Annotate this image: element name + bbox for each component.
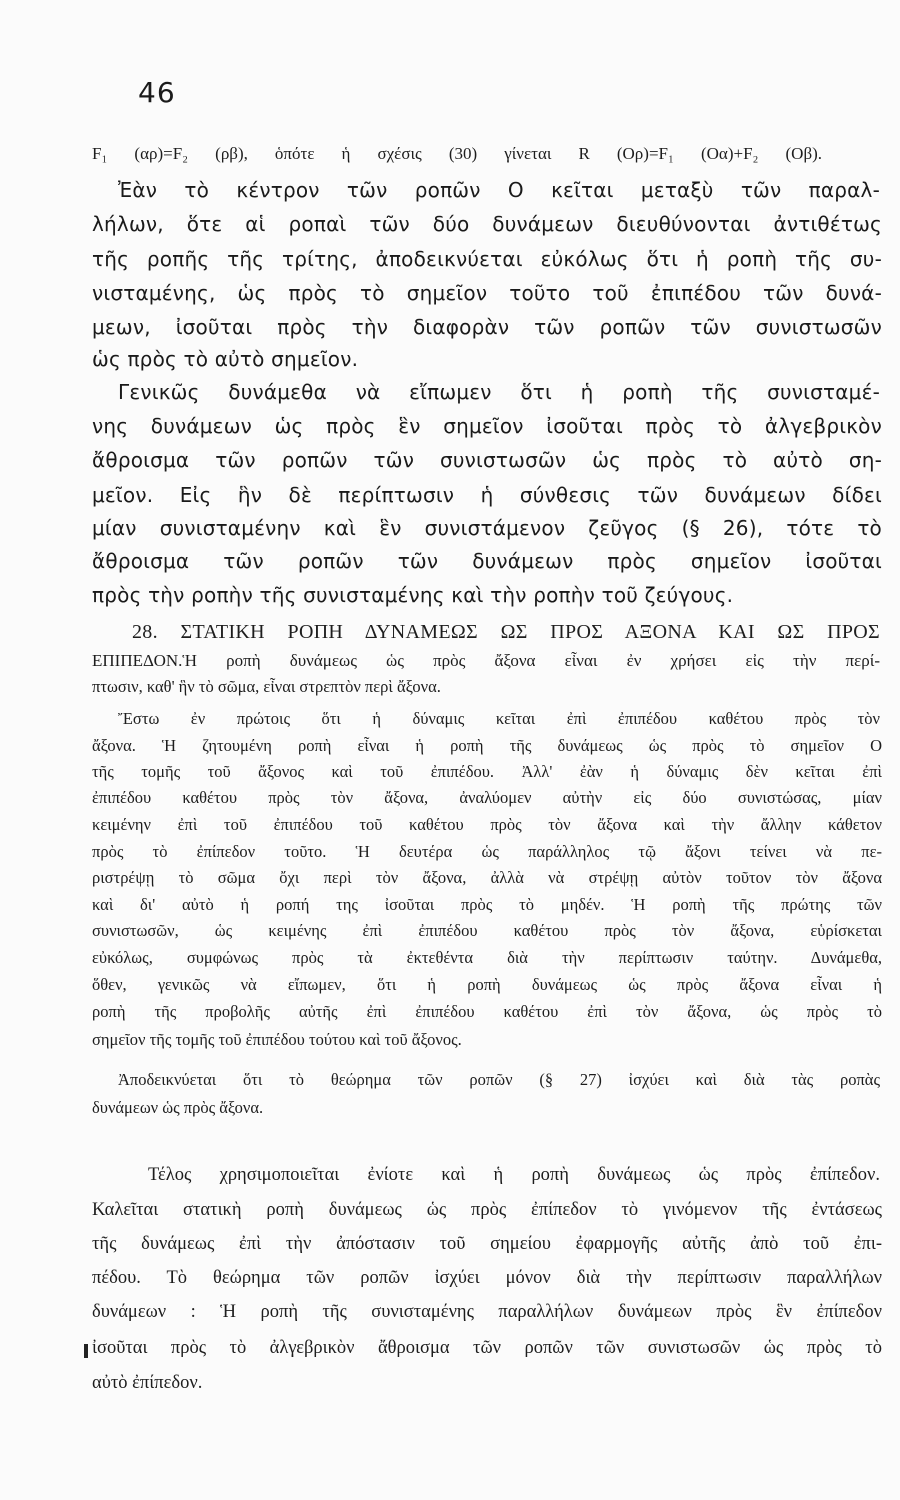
paragraph-2-line-3: ἄθροισμα τῶν ροπῶν τῶν συνιστωσῶν ὡς πρὸς τὸ αὐτὸ ση- [92, 448, 882, 472]
paragraph-5-line-7: αὐτὸ ἐπίπεδον. [92, 1373, 203, 1393]
paragraph-3-line-4: ἐπιπέδου καθέτου πρὸς τὸν ἄξονα, ἀναλύομεν αὐτὴν εἰς δύο συνιστώσας, μίαν [92, 788, 882, 807]
paragraph-3-line-7: ριστρέψῃ τὸ σῶμα ὄχι περὶ τὸν ἄξονα, ἀλλὰ νὰ στρέψῃ αὐτὸν τοῦτον τὸν ἄξονα [92, 868, 882, 887]
paragraph-2-line-6: ἄθροισμα τῶν ροπῶν τῶν δυνάμεων πρὸς σημεῖον ἰσοῦται [92, 549, 882, 573]
paragraph-2-line-1: Γενικῶς δυνάμεθα νὰ εἴπωμεν ὅτι ἡ ροπὴ τῆς συνισταμέ- [118, 380, 880, 404]
section-28-line-2: ΕΠΙΠΕΔΟΝ.Ἡ ροπὴ δυνάμεως ὡς πρὸς ἄξονα εἶναι ἐν χρήσει εἰς τὴν περί- [92, 651, 880, 670]
paragraph-5-line-4: πέδου. Τὸ θεώρημα τῶν ροπῶν ἰσχύει μόνον διὰ τὴν περίπτωσιν παραλλήλων [92, 1268, 882, 1288]
paragraph-1-line-4: νισταμένης, ὡς πρὸς τὸ σημεῖον τοῦτο τοῦ ἐπιπέδου τῶν δυνά- [92, 281, 882, 305]
ink-mark [84, 1344, 88, 1358]
paragraph-2-line-2: νης δυνάμεων ὡς πρὸς ἓν σημεῖον ἰσοῦται πρὸς τὸ ἀλγεβρικὸν [92, 414, 882, 438]
paragraph-3-line-13: σημεῖον τῆς τομῆς τοῦ ἐπιπέδου τούτου καὶ τοῦ ἄξονος. [92, 1030, 462, 1049]
paragraph-1-line-6: ὡς πρὸς τὸ αὐτὸ σημεῖον. [92, 347, 359, 371]
page-number: 46 [138, 76, 176, 109]
paragraph-3-line-8: καὶ δι' αὐτὸ ἡ ροπή της ἰσοῦται πρὸς τὸ μηδέν. Ἡ ροπὴ τῆς πρώτης τῶν [92, 895, 882, 914]
paragraph-2-line-4: μεῖον. Εἰς ἣν δὲ περίπτωσιν ἡ σύνθεσις τῶν δυνάμεων δίδει [92, 483, 882, 507]
section-28-heading: 28. ΣΤΑΤΙΚΗ ΡΟΠΗ ΔΥΝΑΜΕΩΣ ΩΣ ΠΡΟΣ ΑΞΟΝΑ ΚΑΙ ΩΣ ΠΡΟΣ [132, 621, 880, 643]
paragraph-5-line-1: Τέλος χρησιμοποιεῖται ἐνίοτε καὶ ἡ ροπὴ δυνάμεως ὡς πρὸς ἐπίπεδον. [148, 1165, 880, 1185]
paragraph-3-line-5: κειμένην ἐπὶ τοῦ ἐπιπέδου τοῦ καθέτου πρὸς τὸν ἄξονα καὶ τὴν ἄλλην κάθετον [92, 815, 882, 834]
paragraph-3-line-3: τῆς τομῆς τοῦ ἄξονος καὶ τοῦ ἐπιπέδου. Ἀλλ' ἐὰν ἡ δύναμις δὲν κεῖται ἐπὶ [92, 762, 882, 781]
paragraph-4-line-1: Ἀποδεικνύεται ὅτι τὸ θεώρημα τῶν ροπῶν (§ 27) ἰσχύει καὶ διὰ τὰς ροπὰς [118, 1070, 880, 1089]
paragraph-3-line-2: ἄξονα. Ἡ ζητουμένη ροπὴ εἶναι ἡ ροπὴ τῆς δυνάμεως ὡς πρὸς τὸ σημεῖον O [92, 736, 882, 755]
paragraph-2-line-5: μίαν συνισταμένην καὶ ἓν συνιστάμενον ζεῦγος (§ 26), τότε τὸ [92, 516, 882, 540]
paragraph-5-line-3: τῆς δυνάμεως ἐπὶ τὴν ἀπόστασιν τοῦ σημείου ἐφαρμογῆς αὐτῆς ἀπὸ τοῦ ἐπι- [92, 1234, 882, 1254]
paragraph-3-line-6: πρὸς τὸ ἐπίπεδον τοῦτο. Ἡ δευτέρα ὡς παράλληλος τῷ ἄξονι τείνει νὰ πε- [92, 842, 882, 861]
paragraph-5-line-6: ἰσοῦται πρὸς τὸ ἀλγεβρικὸν ἄθροισμα τῶν ροπῶν τῶν συνιστωσῶν ὡς πρὸς τὸ [92, 1338, 882, 1358]
paragraph-5-line-5: δυνάμεων : Ἡ ροπὴ τῆς συνισταμένης παραλλήλων δυνάμεων πρὸς ἓν ἐπίπεδον [92, 1302, 882, 1322]
paragraph-1-line-5: μεων, ἰσοῦται πρὸς τὴν διαφορὰν τῶν ροπῶν τῶν συνιστωσῶν [92, 315, 882, 339]
paragraph-4-line-2: δυνάμεων ὡς πρὸς ἄξονα. [92, 1098, 264, 1117]
paragraph-3-line-12: ροπὴ τῆς προβολῆς αὐτῆς ἐπὶ ἐπιπέδου καθέτου ἐπὶ τὸν ἄξονα, ὡς πρὸς τὸ [92, 1002, 882, 1021]
paragraph-3-line-1: Ἔστω ἐν πρώτοις ὅτι ἡ δύναμις κεῖται ἐπὶ ἐπιπέδου καθέτου πρὸς τὸν [118, 709, 880, 728]
paragraph-3-line-9: συνιστωσῶν, ὡς κειμένης ἐπὶ ἐπιπέδου καθέτου πρὸς τὸν ἄξονα, εὑρίσκεται [92, 921, 882, 940]
paragraph-1-line-1: Ἐὰν τὸ κέντρον τῶν ροπῶν O κεῖται μεταξὺ τῶν παραλ- [118, 178, 880, 202]
paragraph-5-line-2: Καλεῖται στατικὴ ροπὴ δυνάμεως ὡς πρὸς ἐπίπεδον τὸ γινόμενον τῆς ἐντάσεως [92, 1200, 882, 1220]
formula-line: F₁ (αρ)=F₂ (ρβ), ὁπότε ἡ σχέσις (30) γίνεται R (Oρ)=F₁ (Oα)+F₂ (Oβ). [92, 144, 822, 163]
paragraph-2-line-7: πρὸς τὴν ροπὴν τῆς συνισταμένης καὶ τὴν ροπὴν τοῦ ζεύγους. [92, 583, 734, 607]
paragraph-1-line-2: λήλων, ὅτε αἱ ροπαὶ τῶν δύο δυνάμεων διευθύνονται ἀντιθέτως [92, 212, 882, 236]
paragraph-3-line-11: ὅθεν, γενικῶς νὰ εἴπωμεν, ὅτι ἡ ροπὴ δυνάμεως ὡς πρὸς ἄξονα εἶναι ἡ [92, 975, 882, 994]
paragraph-3-line-10: εὐκόλως, συμφώνως πρὸς τὰ ἐκτεθέντα διὰ τὴν περίπτωσιν ταύτην. Δυνάμεθα, [92, 948, 882, 967]
paragraph-1-line-3: τῆς ροπῆς τῆς τρίτης, ἀποδεικνύεται εὐκόλως ὅτι ἡ ροπὴ τῆς συ- [92, 247, 882, 271]
section-28-line-3: πτωσιν, καθ' ἣν τὸ σῶμα, εἶναι στρεπτὸν περὶ ἄξονα. [92, 677, 441, 696]
